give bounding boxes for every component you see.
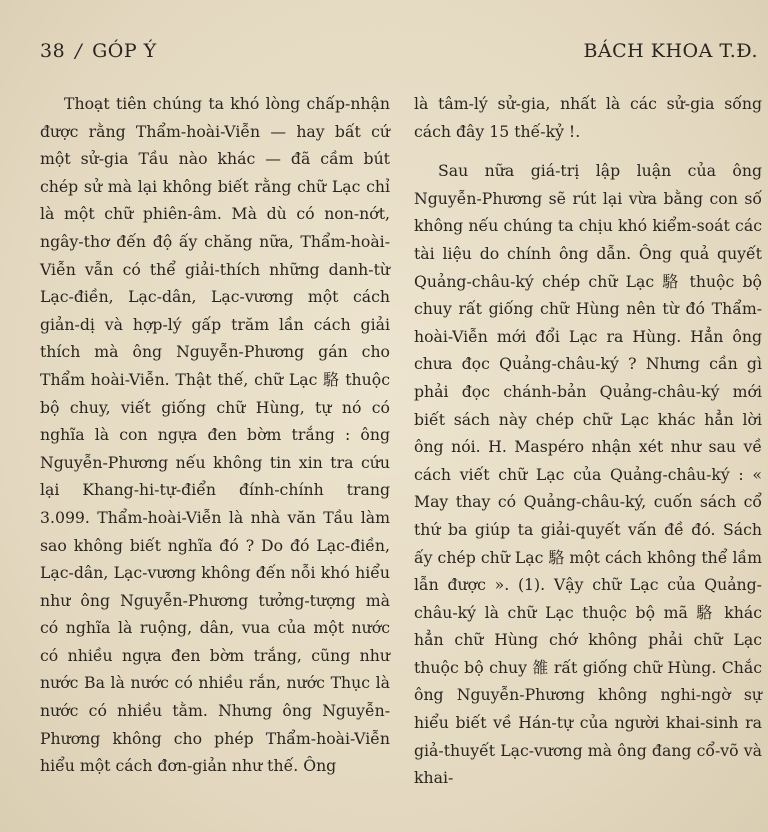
left-column — [40, 90, 390, 780]
header-separator: / — [75, 40, 83, 62]
header-left — [40, 40, 157, 62]
section-title: GÓP Ý — [92, 40, 157, 62]
right-paragraph-1: là tâm-lý sử-gia, nhất là các sử-gia sống cách đây 15 thế-kỷ !. — [414, 94, 762, 141]
right-paragraph-2: Sau nữa giá-trị lập luận của ông Nguyễn-Phương sẽ rút lại vừa bằng con số không nếu chúng ta chịu khó kiểm-soát các tài liệu do chính ông dẫn. Ông quả quyết Quảng-châu-ký chép chữ Lạc 駱 thuộc bộ chuy rất giống chữ Hùng nên từ đó Thẩm-hoài-Viễn mới đổi Lạc ra Hùng. Hẳn ông chưa đọc Quảng-châu-ký ? Nhưng cần gì phải đọc chánh-bản Quảng-châu-ký mới biết sách này chép chữ Lạc khác hẳn lời ông nói. H. Maspéro nhận xét như sau về cách viết chữ Lạc của Quảng-châu-ký : « May thay có Quảng-châu-ký, cuốn sách cổ thứ ba giúp ta giải-quyết vấn đề đó. Sách ấy chép chữ Lạc 駱 một cách không thể lầm lẫn được ». (1). Vậy chữ Lạc của Quảng-châu-ký là chữ Lạc thuộc bộ mã 駱 khác hẳn chữ Hùng chớ không phải chữ Lạc thuộc bộ chuy 雒 rất giống chữ Hùng. Chắc ông Nguyễn-Phương không nghi-ngờ sự hiểu biết về Hán-tự của người khai-sinh ra giả-thuyết Lạc-vương mà ông đang cổ-võ và khai- — [414, 161, 762, 788]
page-number: 38 — [40, 40, 66, 62]
left-paragraph-1: Thoạt tiên chúng ta khó lòng chấp-nhận được rằng Thẩm-hoài-Viễn — hay bất cứ một sử-gia Tầu nào khác — đã cầm bút chép sử mà lại không biết rằng chữ Lạc chỉ là một chữ phiên-âm. Mà dù có non-nớt, ngây-thơ đến độ ấy chăng nữa, Thẩm-hoài-Viễn vẫn có thể giải-thích những danh-từ Lạc-điền, Lạc-dân, Lạc-vương một cách giản-dị và hợp-lý gấp trăm lần cách giải thích mà ông Nguyễn-Phương gán cho Thẩm hoài-Viễn. Thật thế, chữ Lạc 駱 thuộc bộ chuy, viết giống chữ Hùng, tự nó có nghĩa là con ngựa đen bờm trắng : ông Nguyễn-Phương nếu không tin xin tra cứu lại Khang-hi-tự-điển đính-chính trang 3.099. Thẩm-hoài-Viễn là nhà văn Tầu làm sao không biết nghĩa đó ? Do đó Lạc-điền, Lạc-dân, Lạc-vương không đến nỗi khó hiểu như ông Nguyễn-Phương tưởng-tượng mà có nghĩa là ruộng, dân, vua của một nước có nhiều ngựa đen bờm trắng, cũng như nước Ba là nước có nhiều rắn, nước Thục là nước có nhiều tằm. Nhưng ông Nguyễn-Phương không cho phép Thẩm-hoài-Viễn hiểu một cách đơn-giản như thế. Ông — [40, 94, 390, 776]
page-header — [40, 40, 758, 68]
right-column — [414, 90, 762, 792]
publication-title: BÁCH KHOA T.Đ. — [583, 40, 758, 62]
